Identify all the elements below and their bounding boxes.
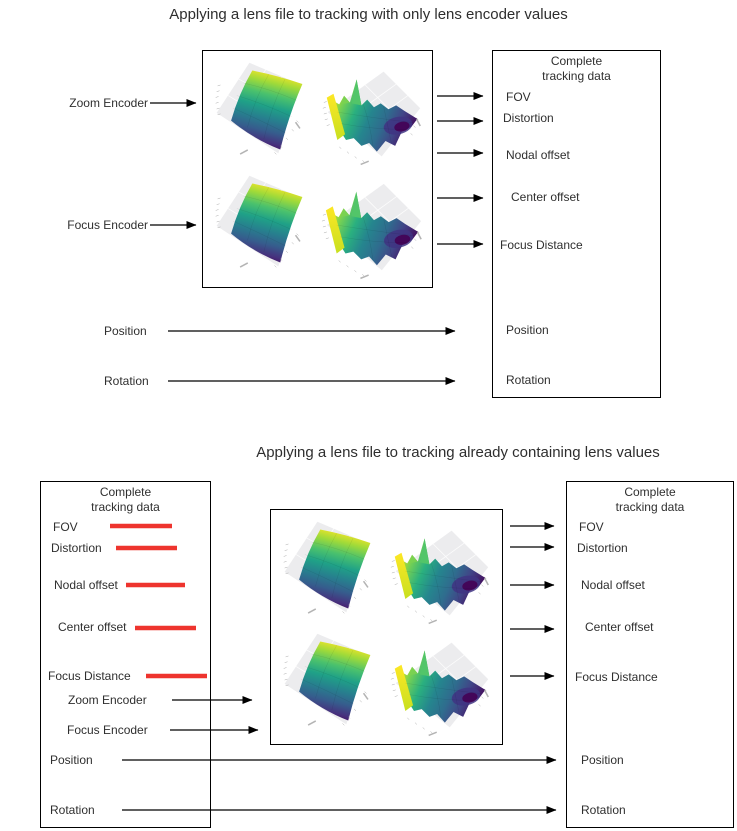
tracking2-item-nodal-offset: Nodal offset — [581, 578, 645, 592]
surface-plot-smooth-icon — [207, 57, 313, 163]
tracking-box-bottom-header — [566, 485, 734, 515]
tracking-item-position: Position — [506, 323, 549, 337]
diagram1-title: Applying a lens file to tracking with only lens encoder values — [169, 6, 568, 23]
surface-plot-jagged-icon — [317, 174, 429, 282]
tracking-item-nodal-offset: Nodal offset — [506, 148, 570, 162]
tracking2-item-distortion: Distortion — [577, 541, 628, 555]
surface-plot-smooth-icon — [275, 628, 381, 734]
tracking2-item-rotation: Rotation — [581, 803, 626, 817]
tracking2-item-position: Position — [581, 753, 624, 767]
zoom-encoder-label: Zoom Encoder — [69, 96, 148, 110]
tracking-box-top-header-line1: Complete — [550, 54, 603, 68]
tracking-item-fov: FOV — [506, 90, 531, 104]
tracking2-item-fov: FOV — [579, 520, 604, 534]
source-position-label: Position — [50, 753, 93, 767]
tracking-box-bottom-header-line1: Complete — [624, 485, 676, 499]
tracking2-item-focus-distance: Focus Distance — [575, 670, 658, 684]
focus-encoder-label: Focus Encoder — [67, 218, 148, 232]
tracking-box-bottom-header-line2: tracking data — [615, 500, 685, 514]
tracking-item-distortion: Distortion — [503, 111, 554, 125]
source-box-header-line1: Complete — [99, 485, 152, 499]
source-box-header-line2: tracking data — [91, 500, 160, 514]
diagram2-title: Applying a lens file to tracking already containing lens values — [256, 444, 660, 461]
tracking2-item-center-offset: Center offset — [585, 620, 654, 634]
surface-plot-smooth-icon — [207, 169, 313, 277]
surface-plot-jagged-icon — [385, 633, 497, 739]
tracking-box-top-header-line2: tracking data — [542, 69, 611, 83]
struck-item-focus-distance: Focus Distance — [48, 669, 131, 683]
surface-plot-smooth-icon — [275, 516, 381, 622]
tracking-item-center-offset: Center offset — [511, 190, 580, 204]
rotation-input-label: Rotation — [104, 374, 149, 388]
source-focus-encoder-label: Focus Encoder — [67, 723, 148, 737]
source-rotation-label: Rotation — [50, 803, 95, 817]
source-zoom-encoder-label: Zoom Encoder — [68, 693, 147, 707]
struck-item-distortion: Distortion — [51, 541, 102, 555]
source-box-header — [40, 485, 211, 515]
tracking-box-top-header — [492, 54, 661, 84]
position-input-label: Position — [104, 324, 147, 338]
tracking-item-focus-distance: Focus Distance — [500, 238, 583, 252]
surface-plot-jagged-icon — [385, 521, 497, 627]
struck-item-fov: FOV — [53, 520, 78, 534]
struck-item-nodal-offset: Nodal offset — [54, 578, 118, 592]
struck-item-center-offset: Center offset — [58, 620, 127, 634]
tracking-item-rotation: Rotation — [506, 373, 551, 387]
surface-plot-jagged-icon — [317, 62, 429, 168]
